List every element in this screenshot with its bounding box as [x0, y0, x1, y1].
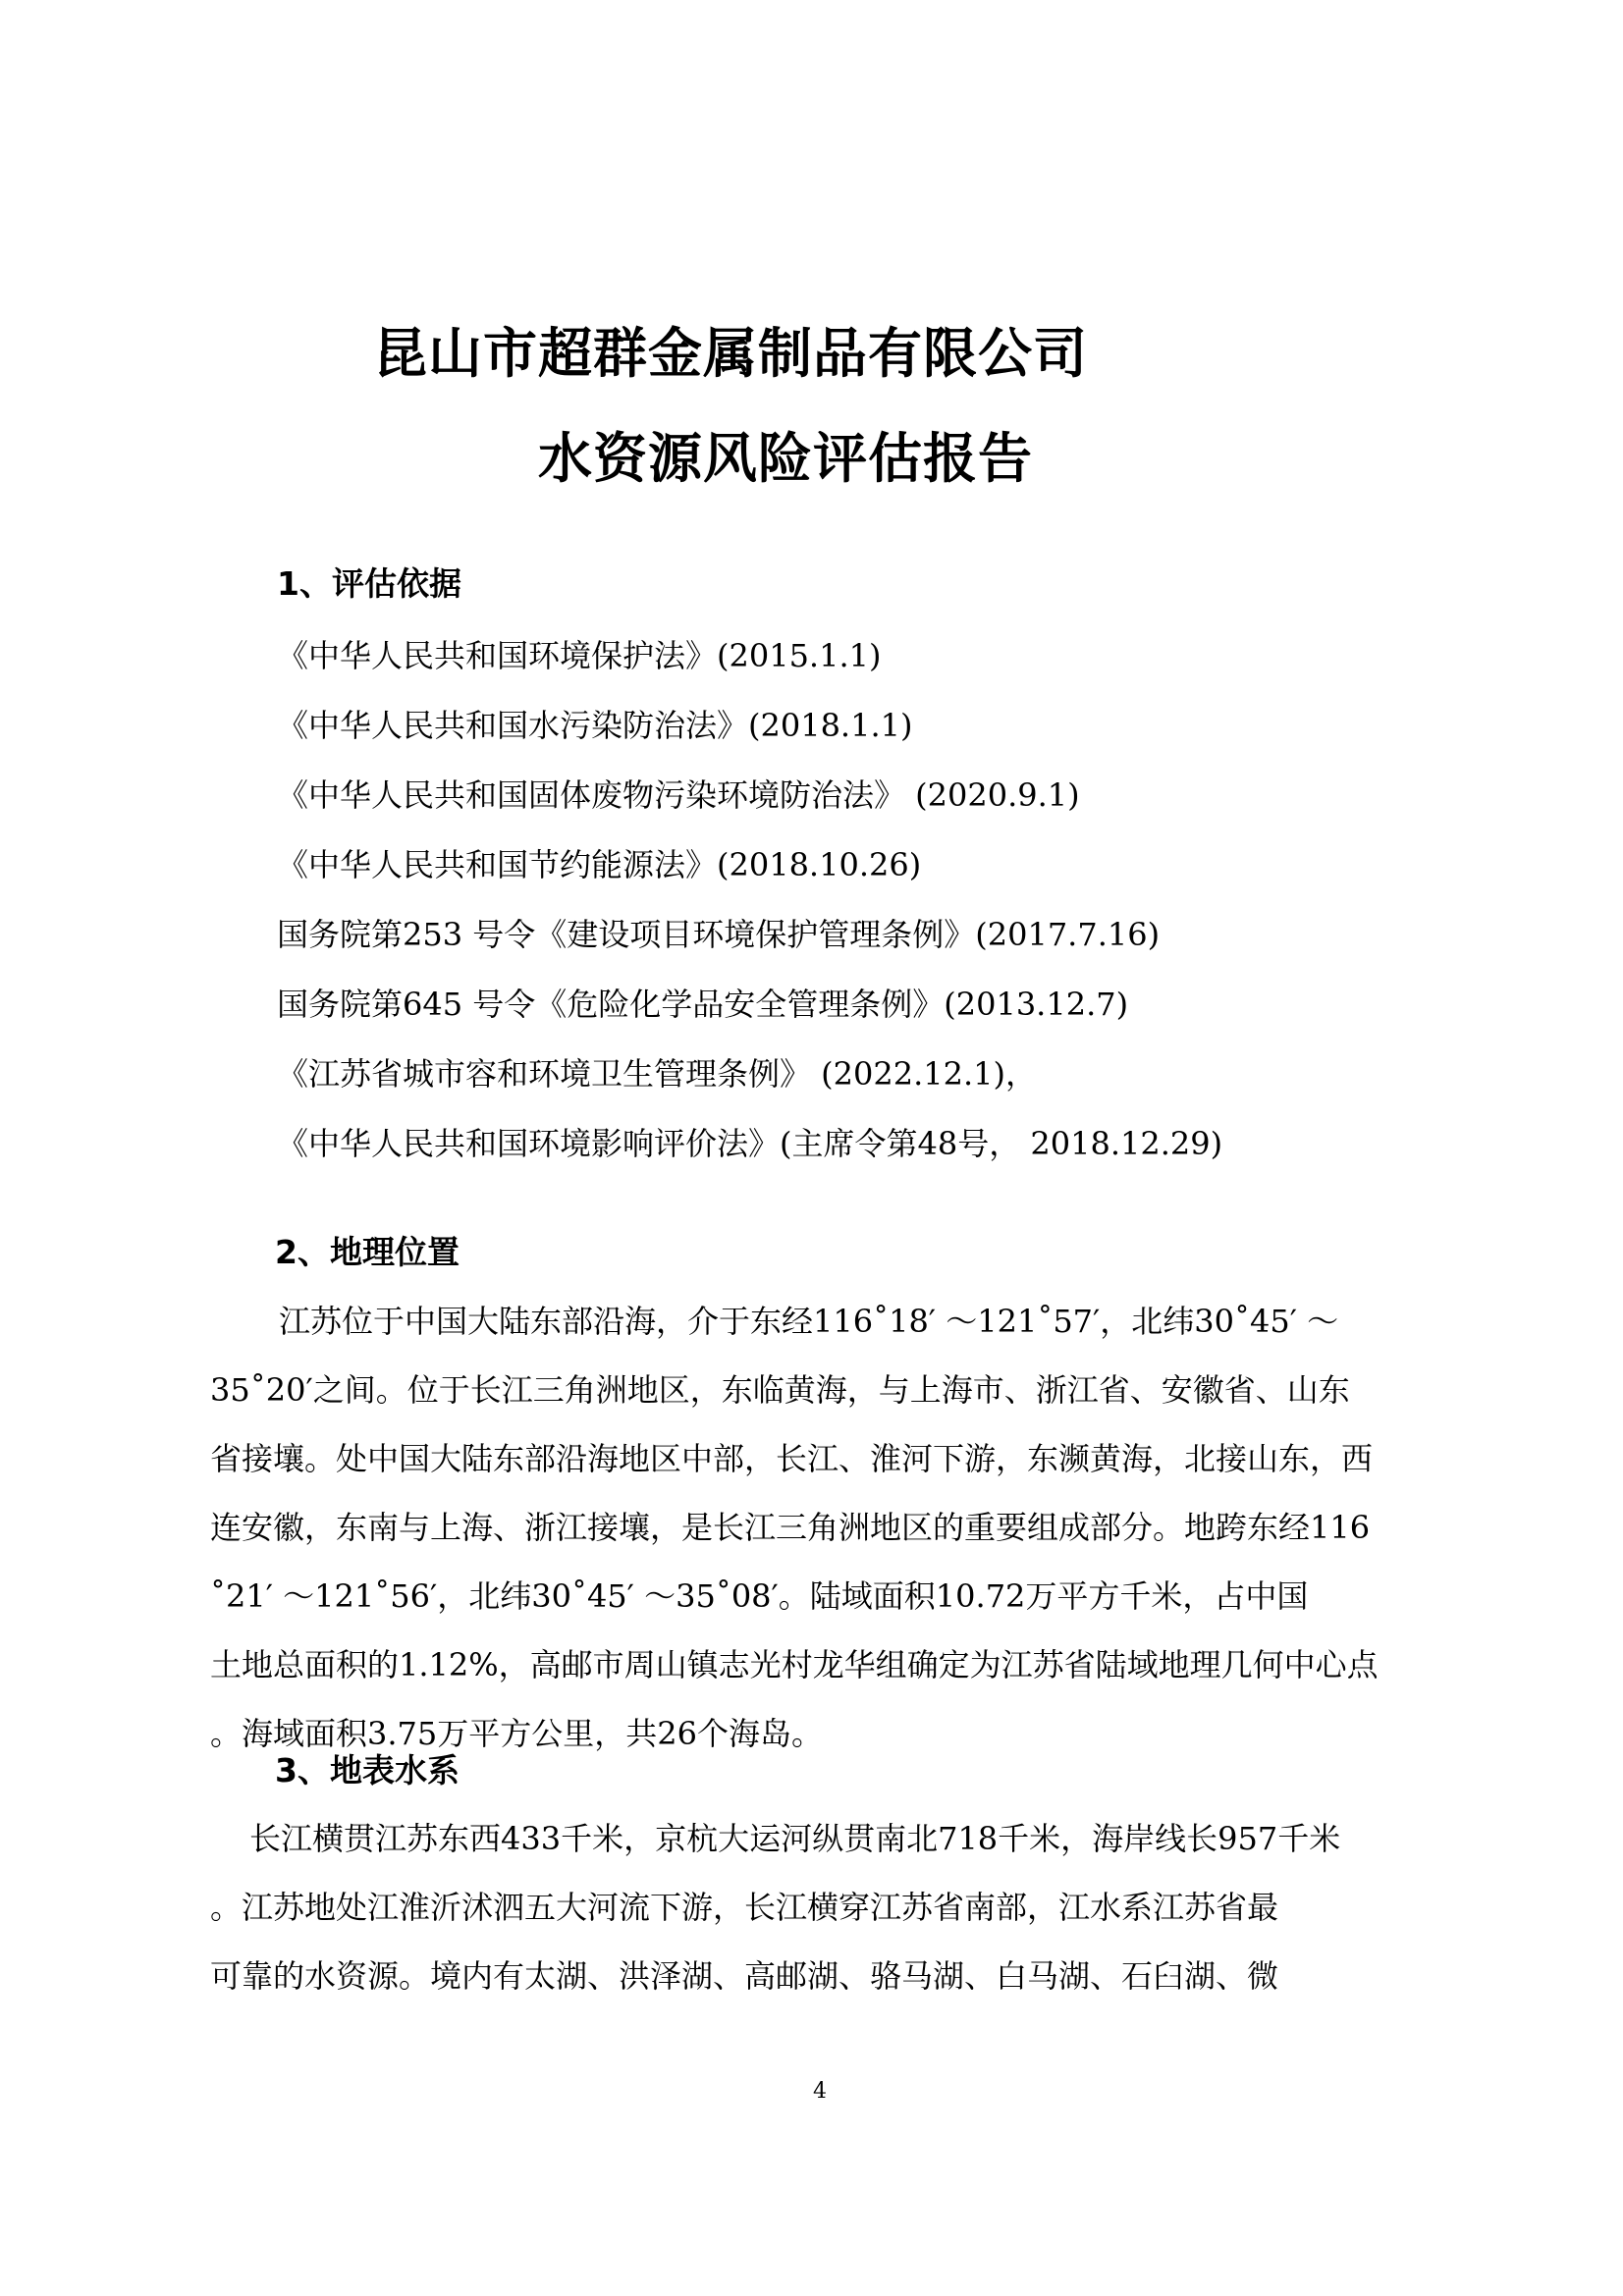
- paragraph-line: 长江横贯江苏东西433千米，京杭大运河纵贯南北718千米，海岸线长957千米: [249, 1820, 1341, 1857]
- law-item: 《中华人民共和国水污染防治法》(2018.1.1): [277, 707, 913, 744]
- law-item: 《中华人民共和国环境影响评价法》(主席令第48号， 2018.12.29): [277, 1125, 1223, 1162]
- law-item: 《中华人民共和国固体废物污染环境防治法》 (2020.9.1): [277, 776, 1080, 814]
- law-item: 《中华人民共和国环境保护法》(2015.1.1): [277, 637, 882, 674]
- paragraph-line: 土地总面积的1.12%，高邮市周山镇志光村龙华组确定为江苏省陆域地理几何中心点: [210, 1646, 1379, 1683]
- law-item: 国务院第645 号令《危险化学品安全管理条例》(2013.12.7): [277, 986, 1129, 1023]
- law-item: 国务院第253 号令《建设项目环境保护管理条例》(2017.7.16): [277, 916, 1161, 953]
- geographic-location-paragraph: [210, 1302, 1437, 1783]
- document-title-line-1: 昆山市超群金属制品有限公司: [373, 322, 1089, 385]
- paragraph-line: 省接壤。处中国大陆东部沿海地区中部，长江、淮河下游，东濒黄海，北接山东，西: [210, 1440, 1374, 1477]
- section-heading-evaluation-basis: 1、评估依据: [277, 564, 461, 603]
- paragraph-line: ˚21′ ～121˚56′，北纬30˚45′ ～35˚08′。陆域面积10.72万平方千米，占中国: [210, 1577, 1309, 1615]
- law-item: 《中华人民共和国节约能源法》(2018.10.26): [277, 846, 922, 883]
- paragraph-line: 35˚20′之间。位于长江三角洲地区，东临黄海，与上海市、浙江省、安徽省、山东: [210, 1371, 1350, 1409]
- paragraph-line: 可靠的水资源。境内有太湖、洪泽湖、高邮湖、骆马湖、白马湖、石臼湖、微: [210, 1957, 1279, 1995]
- paragraph-line: 江苏位于中国大陆东部沿海，介于东经116˚18′ ～121˚57′，北纬30˚45′ ～: [279, 1303, 1339, 1340]
- law-item: 《江苏省城市容和环境卫生管理条例》 (2022.12.1)，: [277, 1055, 1038, 1093]
- page-number: 4: [813, 2079, 827, 2104]
- paragraph-line: 。海域面积3.75万平方公里，共26个海岛。: [210, 1715, 823, 1752]
- document-title-line-2: 水资源风险评估报告: [538, 427, 1034, 490]
- paragraph-line: 连安徽，东南与上海、浙江接壤，是长江三角洲地区的重要组成部分。地跨东经116: [210, 1509, 1371, 1546]
- paragraph-line: 。江苏地处江淮沂沭泗五大河流下游，长江横穿江苏省南部，江水系江苏省最: [210, 1889, 1279, 1926]
- section-heading-geographic-location: 2、地理位置: [275, 1233, 460, 1271]
- section-heading-surface-water-system: 3、地表水系: [275, 1751, 460, 1789]
- surface-water-paragraph: [210, 1819, 1437, 2025]
- law-list: [277, 636, 1455, 1194]
